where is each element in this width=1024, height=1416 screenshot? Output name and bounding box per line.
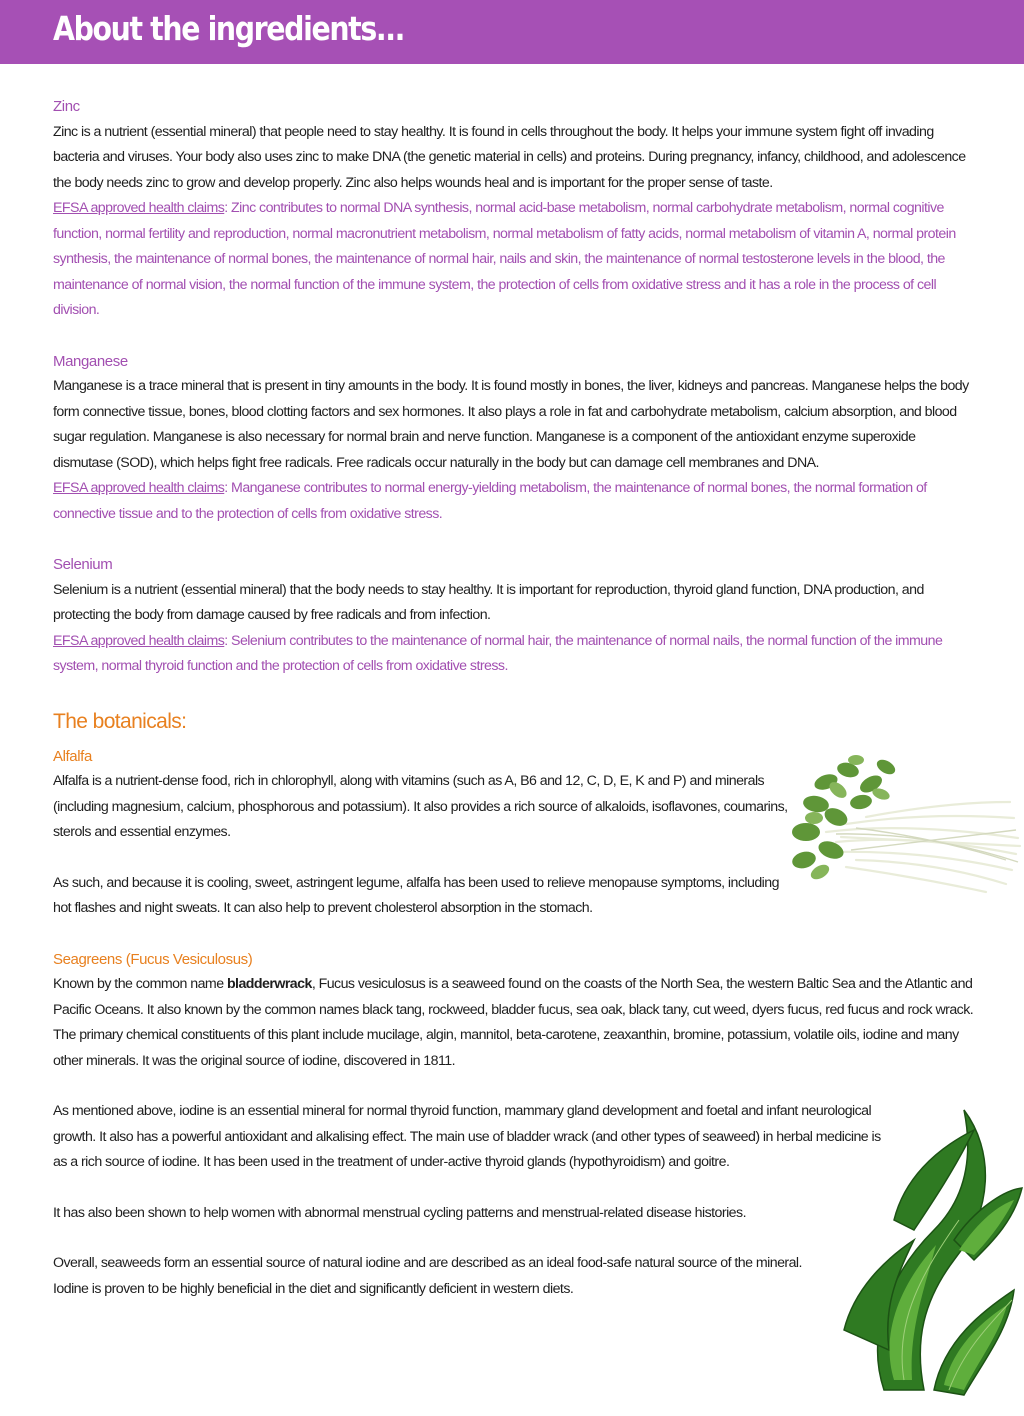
alfalfa-sprouts-image (786, 742, 1022, 902)
page-header (0, 0, 1024, 64)
mineral-zinc (53, 94, 978, 324)
mineral-title: Selenium (53, 556, 113, 573)
mineral-body: Zinc is a nutrient (essential mineral) that people need to stay healthy. It is found in cells throughout the body. It helps your immune system fight off invading bacteria and viruses. Your body also uses zinc to make DNA (the genetic material in cells) and proteins. During pregnancy, infancy, childhood, and adolescence the body needs zinc to grow and develop properly. Zinc also helps wounds heal and is important for the proper sense of taste. (53, 123, 966, 191)
health-claims (53, 196, 978, 324)
mineral-body: Manganese is a trace mineral that is present in tiny amounts in the body. It is found mostly in bones, the liver, kidneys and pancreas. Manganese helps the body form connective tissue, bones, blood clotting factors and sex hormones. It also plays a role in fat and carbohydrate metabolism, calcium absorption, and blood sugar regulation. Manganese is also necessary for normal brain and nerve function. Manganese is a component of the antioxidant enzyme superoxide dismutase (SOD), which helps fight free radicals. Free radicals occur naturally in the body but can damage cell membranes and DNA. (53, 378, 969, 471)
health-claims-link[interactable]: EFSA approved health claims (53, 632, 225, 649)
health-claims-link[interactable]: EFSA approved health claims (53, 480, 225, 496)
botanical-paragraph: Known by the common name bladderwrack, Fucus vesiculosus is a seaweed found on the coasts of the North Sea, the western Baltic Sea and the Atlantic and Pacific Oceans. It also known by the common names black tang, rockweed, bladder fucus, sea oak, black tany, cut weed, dyers fucus, red fucus and rock wrack. The primary chemical constituents of this plant include mucilage, algin, mannitol, beta-carotene, zeaxanthin, bromine, potassium, volatile oils, iodine and many other minerals. It was the original source of iodine, discovered in 1811. (53, 976, 974, 1069)
botanical-paragraph: Overall, seaweeds form an essential source of natural iodine and are described as an ideal food-safe natural source of the mineral. Iodine is proven to be highly beneficial in the diet and significantly deficient in western diets. (53, 1255, 802, 1297)
health-claims-text: : Manganese contributes to normal energy-yielding metabolism, the maintenance of normal bones, the normal formation of connective tissue and to the protection of cells from oxidative stress. (53, 480, 927, 522)
health-claims (53, 476, 978, 527)
botanicals-heading: The botanicals: (53, 709, 187, 733)
botanical-title: Seagreens (Fucus Vesiculosus) (53, 950, 253, 968)
botanical-title: Alfalfa (53, 747, 92, 765)
page-title: About the ingredients... (53, 9, 405, 48)
bladderwrack-bold: bladderwrack (226, 976, 312, 992)
health-claims-link[interactable]: EFSA approved health claims (53, 200, 225, 216)
mineral-body: Selenium is a nutrient (essential mineral) that the body needs to stay healthy. It is important for reproduction, thyroid gland function, DNA production, and protecting the body from damage caused by free radicals and from infection. (53, 581, 924, 623)
botanical-paragraph: Alfalfa is a nutrient-dense food, rich in chlorophyll, along with vitamins (such as A, B6 and 12, C, D, E, K and P) and minerals (including magnesium, calcium, phosphorous and potassium). It also provides a rich source of alkaloids, isoflavones, coumarins, sterols and essential enzymes. (53, 773, 788, 840)
mineral-selenium (53, 552, 978, 680)
mineral-title: Manganese (53, 352, 128, 370)
mineral-manganese (53, 349, 978, 528)
seaweed-image (824, 1090, 1024, 1404)
botanical-paragraph: As mentioned above, iodine is an essential mineral for normal thyroid function, mammary gland development and foetal and infant neurological growth. It also has a powerful antioxidant and alkalising effect. The main use of bladder wrack (and other types of seaweed) in herbal medicine is as a rich source of iodine. It has been used in the treatment of under-active thyroid glands (hypothyroidism) and goitre. (53, 1103, 881, 1170)
health-claims-text: : Zinc contributes to normal DNA synthesis, normal acid-base metabolism, normal carbohydrate metabolism, normal cognitive function, normal fertility and reproduction, normal macronutrient metabolism, normal metabolism of fatty acids, normal metabolism of vitamin A, normal protein synthesis, the maintenance of normal bones, the maintenance of normal hair, nails and skin, the maintenance of normal testosterone levels in the blood, the maintenance of normal vision, the normal function of the immune system, the protection of cells from oxidative stress and it has a role in the process of cell division. (53, 200, 956, 318)
botanical-paragraph: As such, and because it is cooling, sweet, astringent legume, alfalfa has been used to relieve menopause symptoms, including hot flashes and night sweats. It can also help to prevent cholesterol absorption in the stomach. (53, 874, 779, 916)
health-claims (53, 629, 978, 680)
health-claims-text: : Selenium contributes to the maintenance of normal hair, the maintenance of normal nails, the normal function of the immune system, normal thyroid function and the protection of cells from oxidative stress. (53, 632, 943, 674)
mineral-title: Zinc (53, 98, 80, 115)
botanical-paragraph: It has also been shown to help women with abnormal menstrual cycling patterns and menstrual-related disease histories. (53, 1204, 746, 1221)
